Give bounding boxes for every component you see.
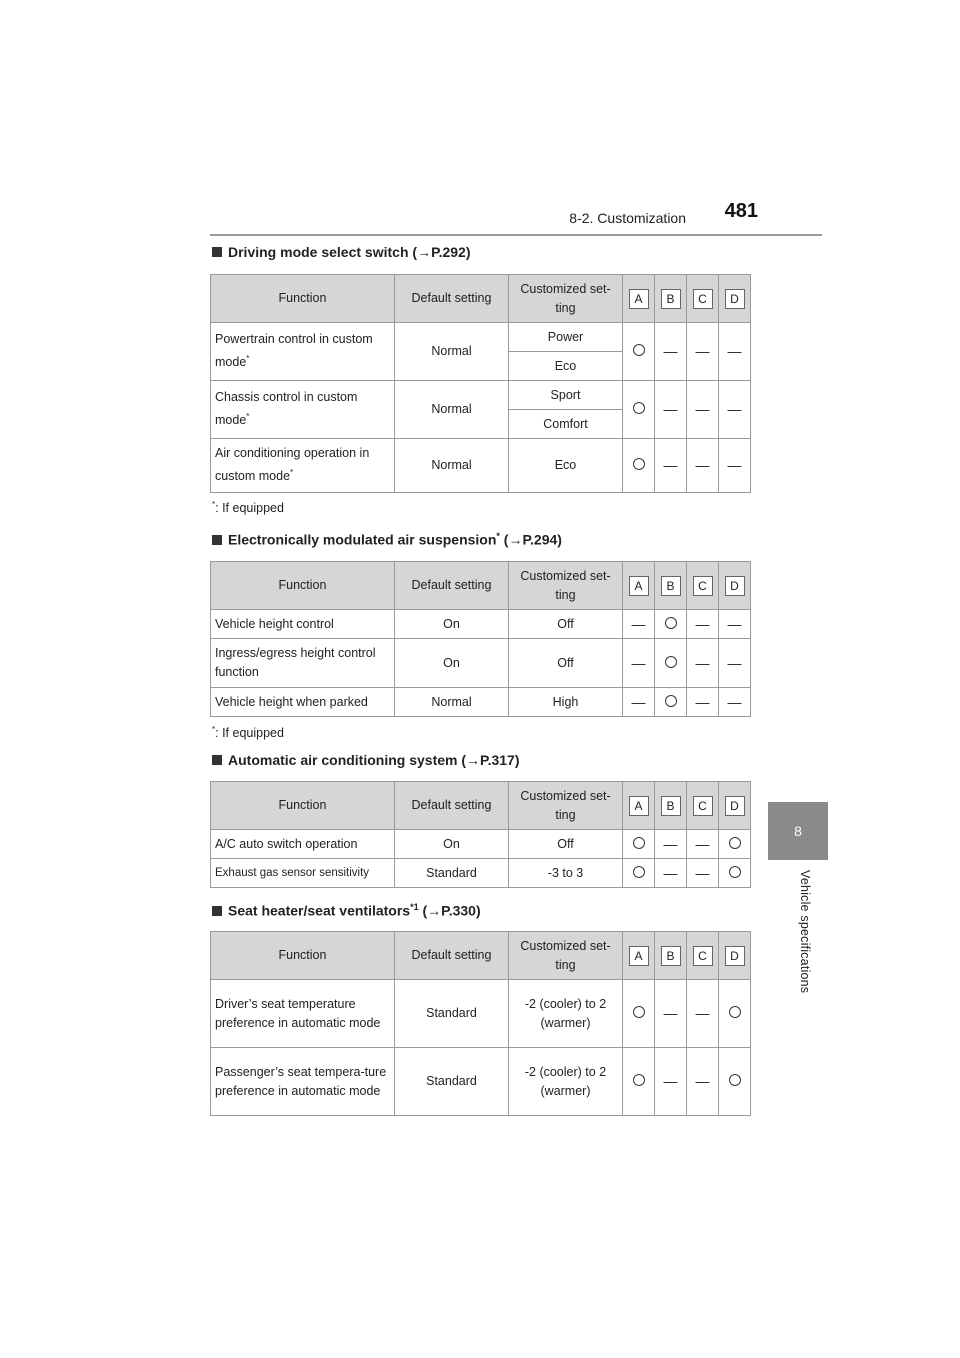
circle-icon <box>665 617 677 629</box>
section-driving-mode-title: Driving mode select switch (→P.292) <box>212 244 471 260</box>
table-air-suspension: Function Default setting Customized set- ting A B C D Vehicle height control On Off — — — Ingress/egress height control function On Off — — — Vehicle height when parked Normal High — — — <box>210 561 751 717</box>
circle-icon <box>633 1074 645 1086</box>
col-default: Default setting <box>395 275 509 323</box>
chapter-label: Vehicle specifications <box>798 870 812 994</box>
col-a: A <box>623 275 655 323</box>
col-customized: Customized set- ting <box>509 275 623 323</box>
circle-icon <box>729 1006 741 1018</box>
footnote: *: If equipped <box>212 725 284 741</box>
col-function: Function <box>211 275 395 323</box>
chapter-tab[interactable] <box>768 802 828 860</box>
table-row: Ingress/egress height control function <box>211 639 395 688</box>
page-number: 481 <box>724 200 758 222</box>
table-row: Passenger’s seat tempera-ture preference in automatic mode <box>211 1048 395 1116</box>
circle-icon <box>633 837 645 849</box>
section-air-conditioning-title: Automatic air conditioning system (→P.317) <box>212 752 519 768</box>
table-row: Vehicle height control <box>211 610 395 639</box>
circle-icon <box>729 1074 741 1086</box>
section-title: 8-2. Customization <box>569 210 686 226</box>
section-air-suspension-title: Electronically modulated air suspension* (→P.294) <box>212 531 562 548</box>
table-air-conditioning: Function Default setting Customized set- ting A B C D A/C auto switch operation On Off — — Exhaust gas sensor sensitivity Standard -3 to 3 — — <box>210 781 751 888</box>
table-row: Exhaust gas sensor sensitivity <box>211 859 395 888</box>
square-bullet-icon <box>212 535 222 545</box>
circle-icon <box>633 866 645 878</box>
col-d: D <box>719 275 751 323</box>
table-seat-heater: Function Default setting Customized set- ting A B C D Driver’s seat temperature preference in automatic mode Standard -2 (cooler) to 2 (warmer) — — Passenger’s seat tempera-ture preference in automatic mode Standard -2 (cooler) to 2 (warmer) — — <box>210 931 751 1116</box>
chapter-number: 8 <box>794 823 802 839</box>
circle-icon <box>665 695 677 707</box>
table-row: Air conditioning operation in custom mode* <box>211 439 395 493</box>
circle-icon <box>633 344 645 356</box>
circle-icon <box>633 1006 645 1018</box>
page-header <box>210 200 822 236</box>
circle-icon <box>633 402 645 414</box>
section-seat-heater-title: Seat heater/seat ventilators$^{*1}$ (→P.330) <box>212 902 481 919</box>
table-row: Chassis control in custom mode* <box>211 381 395 439</box>
col-c: C <box>687 275 719 323</box>
table-row: Vehicle height when parked <box>211 688 395 717</box>
square-bullet-icon <box>212 755 222 765</box>
square-bullet-icon <box>212 247 222 257</box>
circle-icon <box>729 866 741 878</box>
table-row: A/C auto switch operation <box>211 830 395 859</box>
table-driving-mode: Function Default setting Customized set- ting A B C D Powertrain control in custom mode* Normal Power — — — Eco Chassis control in custom mode* Normal Sport — — — Comfort Air conditioning operation in custom mode* Normal Eco — — — <box>210 274 751 493</box>
square-bullet-icon <box>212 906 222 916</box>
circle-icon <box>633 458 645 470</box>
circle-icon <box>665 656 677 668</box>
table-row: Powertrain control in custom mode* <box>211 323 395 381</box>
circle-icon <box>729 837 741 849</box>
footnote: *: If equipped <box>212 500 284 516</box>
col-b: B <box>655 275 687 323</box>
table-row: Driver’s seat temperature preference in automatic mode <box>211 980 395 1048</box>
